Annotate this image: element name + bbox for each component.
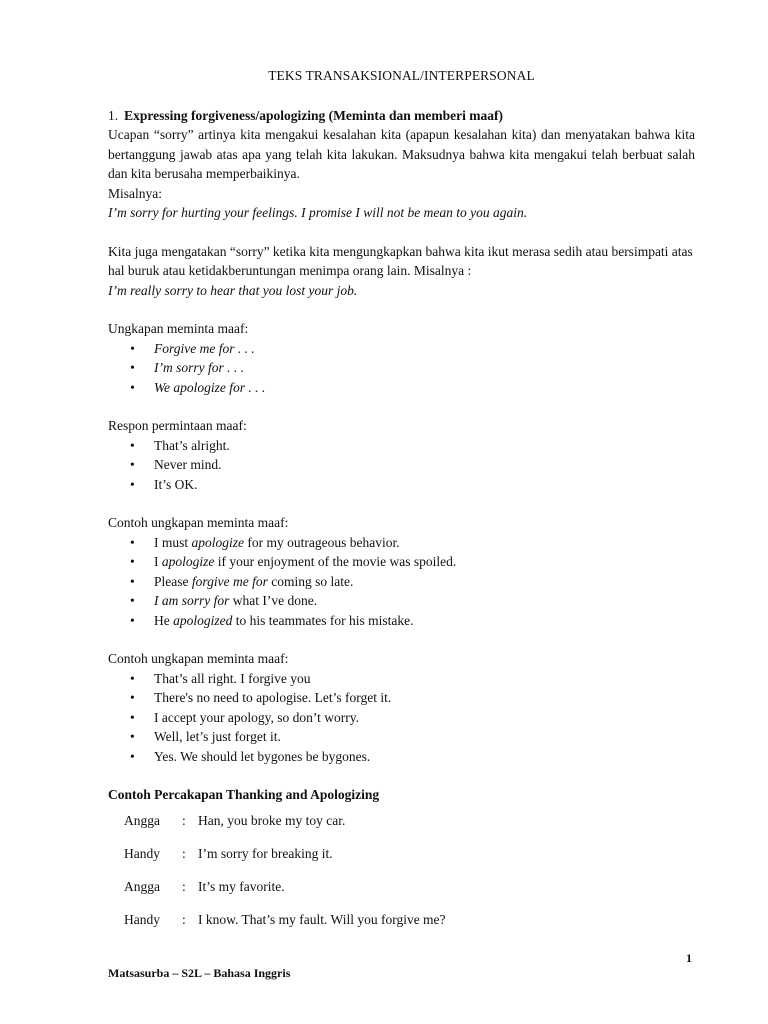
list-item: • I must apologize for my outrageous behavior. [108, 533, 695, 553]
speaker-colon: : [182, 845, 186, 861]
dialog-text: I’m sorry for breaking it. [198, 845, 333, 861]
conversation-dialog [108, 811, 695, 943]
page-number: 1 [686, 951, 692, 965]
list-item: • It’s OK. [108, 475, 695, 495]
dialog-line [108, 877, 695, 910]
list-item: • We apologize for . . . [108, 378, 695, 398]
footer-text: Matsasurba – S2L – Bahasa Inggris [108, 966, 291, 980]
section-heading [108, 106, 695, 126]
document-page [108, 66, 695, 943]
list3 [108, 533, 695, 631]
list-item: • Never mind. [108, 455, 695, 475]
list-item: • I accept your apology, so don’t worry. [108, 708, 695, 728]
list-item: • That’s all right. I forgive you [108, 669, 695, 689]
paragraph-2: Kita juga mengatakan “sorry” ketika kita mengungkapkan bahwa kita ikut merasa sedih atau bersimpati atas hal buruk atau ketidakberuntungan menimpa orang lain. Misalnya : [108, 243, 693, 278]
speaker-colon: : [182, 878, 186, 894]
dialog-text: Han, you broke my toy car. [198, 812, 346, 828]
list-item: • That’s alright. [108, 436, 695, 456]
list-item: • I’m sorry for . . . [108, 358, 695, 378]
list4-heading: Contoh ungkapan meminta maaf: [108, 651, 289, 666]
list3-heading: Contoh ungkapan meminta maaf: [108, 515, 289, 530]
dialog-line [108, 844, 695, 877]
list-item: • Well, let’s just forget it. [108, 727, 695, 747]
list1 [108, 339, 695, 398]
list-item: • Please forgive me for coming so late. [108, 572, 695, 592]
list-item: • Forgive me for . . . [108, 339, 695, 359]
speaker-colon: : [182, 911, 186, 927]
dialog-line [108, 811, 695, 844]
speaker-colon: : [182, 812, 186, 828]
page-title: TEKS TRANSAKSIONAL/INTERPERSONAL [268, 68, 535, 83]
speaker-name: Angga [124, 878, 160, 894]
list4 [108, 669, 695, 767]
dialog-text: It’s my favorite. [198, 878, 285, 894]
speaker-name: Handy [124, 911, 160, 927]
paragraph-1: Ucapan “sorry” artinya kita mengakui kesalahan kita (apapun kesalahan kita) dan menyatakan bahwa kita bertanggung jawab atas apa yang telah kita lakukan. Maksudnya bahwa kita mengakui telah berbuat salah dan kita berusaha memperbaikinya. [108, 127, 695, 181]
list1-heading: Ungkapan meminta maaf: [108, 321, 249, 336]
speaker-name: Handy [124, 845, 160, 861]
speaker-name: Angga [124, 812, 160, 828]
list2-heading: Respon permintaan maaf: [108, 418, 247, 433]
section-heading-text: Expressing forgiveness/apologizing (Meminta dan memberi maaf) [124, 107, 503, 123]
dialog-line [108, 910, 695, 943]
list2 [108, 436, 695, 495]
list-item: • Yes. We should let bygones be bygones. [108, 747, 695, 767]
list-item: • I am sorry for what I’ve done. [108, 591, 695, 611]
example-1: I’m sorry for hurting your feelings. I promise I will not be mean to you again. [108, 205, 528, 220]
list-item: • There's no need to apologise. Let’s forget it. [108, 688, 695, 708]
list-item: • I apologize if your enjoyment of the movie was spoiled. [108, 552, 695, 572]
list-item: • He apologized to his teammates for his mistake. [108, 611, 695, 631]
conversation-heading: Contoh Percakapan Thanking and Apologizing [108, 787, 380, 802]
misalnya-label: Misalnya: [108, 185, 162, 201]
example-2: I’m really sorry to hear that you lost your job. [108, 282, 358, 298]
dialog-text: I know. That’s my fault. Will you forgive me? [198, 911, 446, 927]
section-number: 1. [108, 107, 119, 123]
